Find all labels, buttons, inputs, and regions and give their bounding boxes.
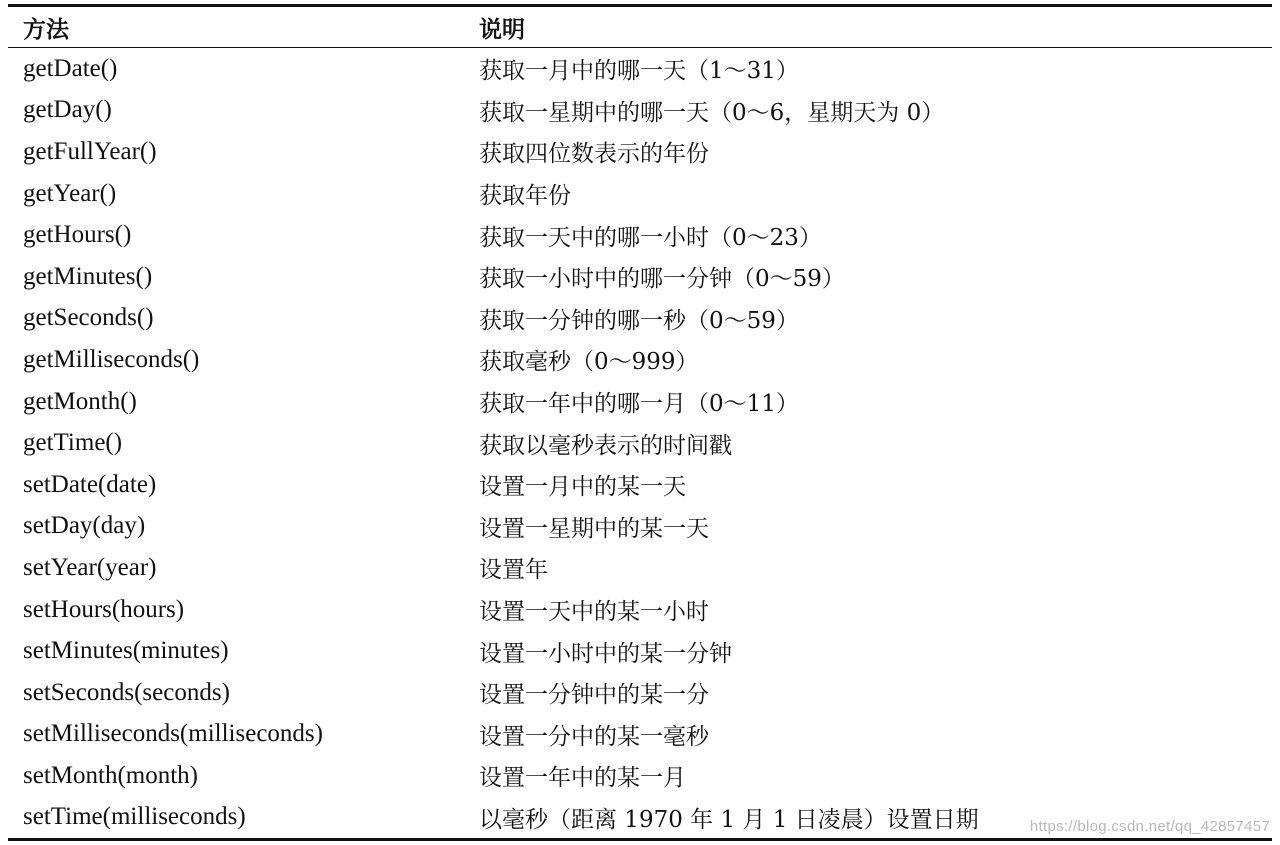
table-row [8,256,1272,298]
table-header [8,6,1272,48]
table-row [8,589,1272,631]
table-row [8,131,1272,173]
description-cell: 设置一天中的某一小时 [479,599,709,626]
description-cell: 获取一年中的哪一月（0～11） [479,391,799,418]
method-cell: setTime(milliseconds) [23,803,246,831]
description-cell: 获取一月中的哪一天（1～31） [479,58,799,85]
description-cell: 设置一小时中的某一分钟 [479,640,732,667]
description-cell: 设置一星期中的某一天 [479,515,709,542]
description-cell: 设置一分中的某一毫秒 [479,723,709,750]
method-cell: getMonth() [23,387,137,415]
description-cell: 获取年份 [479,183,571,210]
table-row [8,422,1272,464]
method-cell: getMinutes() [23,262,153,290]
method-cell: getFullYear() [23,137,157,165]
description-cell: 以毫秒（距离 1970 年 1 月 1 日凌晨）设置日期 [479,806,979,833]
header-method: 方法 [23,16,69,43]
table-row [8,714,1272,756]
table-row [8,298,1272,340]
method-cell: getDay() [23,96,112,124]
table-row [8,464,1272,506]
table-row [8,214,1272,256]
method-cell: setHours(hours) [23,595,185,623]
table-row [8,506,1272,548]
method-cell: getSeconds() [23,304,154,332]
table-row [8,755,1272,797]
table-row [8,672,1272,714]
table-row [8,630,1272,672]
description-cell: 获取以毫秒表示的时间戳 [479,432,732,459]
method-cell: getHours() [23,221,132,249]
method-cell: setDate(date) [23,470,157,498]
method-cell: setDay(day) [23,512,146,540]
table-row [8,48,1272,90]
description-cell: 设置年 [479,557,548,584]
method-cell: setYear(year) [23,553,157,581]
description-cell: 获取毫秒（0～999） [479,349,699,376]
description-cell: 获取一分钟的哪一秒（0～59） [479,307,799,334]
method-cell: setSeconds(seconds) [23,678,230,706]
date-methods-table-container [8,4,1272,841]
table-row [8,90,1272,132]
method-cell: getMilliseconds() [23,345,200,373]
method-cell: setMilliseconds(milliseconds) [23,720,323,748]
table-row [8,173,1272,215]
description-cell: 设置一年中的某一月 [479,765,686,792]
description-cell: 获取四位数表示的年份 [479,141,709,168]
table-row [8,381,1272,423]
header-description: 说明 [479,16,525,43]
method-cell: getDate() [23,54,118,82]
method-cell: setMonth(month) [23,761,198,789]
watermark-url: https://blog.csdn.net/qq_42857457 [1029,818,1270,835]
description-cell: 获取一星期中的哪一天（0～6，星期天为 0） [479,99,945,126]
description-cell: 设置一月中的某一天 [479,474,686,501]
method-cell: getTime() [23,429,123,457]
description-cell: 获取一小时中的哪一分钟（0～59） [479,266,845,293]
table-body [8,48,1272,840]
method-cell: getYear() [23,179,117,207]
table-row [8,547,1272,589]
header-row [8,6,1272,48]
description-cell: 设置一分钟中的某一分 [479,682,709,709]
description-cell: 获取一天中的哪一小时（0～23） [479,224,822,251]
table-row [8,339,1272,381]
method-cell: setMinutes(minutes) [23,637,229,665]
date-methods-table [8,4,1272,841]
